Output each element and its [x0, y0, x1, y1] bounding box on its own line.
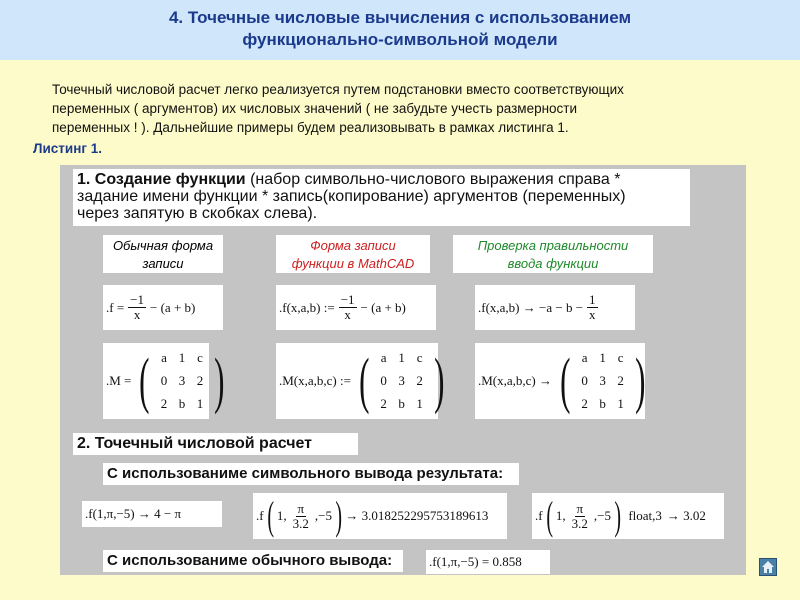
- matrix-cell: a: [581, 350, 588, 365]
- matrix-cell: 1: [617, 396, 624, 411]
- matrix-cell: 3: [599, 373, 606, 388]
- right-paren: ): [214, 347, 225, 415]
- right-paren: ): [614, 493, 622, 538]
- fraction-num: −1: [340, 292, 355, 307]
- calc3-result: → 3.02: [666, 508, 706, 523]
- matrix-cell: c: [416, 350, 423, 365]
- right-paren: ): [634, 347, 646, 415]
- calc-ordinary[interactable]: [426, 550, 550, 574]
- left-paren: (: [139, 347, 150, 415]
- matrix-cell: 2: [581, 396, 588, 411]
- matrix-cell: c: [617, 350, 624, 365]
- calc3-args-b: ,−5: [593, 508, 612, 523]
- matrix: [354, 347, 449, 415]
- fraction-den: 3.2: [571, 515, 588, 531]
- slide-title-line2: функционально-символьной модели: [242, 30, 558, 49]
- left-paren: (: [545, 493, 553, 538]
- f-def-ordinary[interactable]: [103, 285, 223, 330]
- label-mathcad[interactable]: [276, 235, 430, 273]
- calc2-args-b: ,−5: [314, 508, 333, 523]
- matrix-cell: b: [178, 396, 186, 411]
- fraction: [291, 502, 311, 531]
- matrix-cell: 1: [178, 350, 186, 365]
- intro-line3: переменных ! ). Дальнейшие примеры будем реализовывать в рамках листинга 1.: [52, 120, 569, 135]
- fraction: [339, 293, 357, 322]
- m-def-ordinary[interactable]: [103, 343, 225, 419]
- fraction-num: 1: [589, 292, 596, 307]
- fraction-num: −1: [130, 292, 145, 307]
- matrix-cell: b: [599, 396, 606, 411]
- label-check[interactable]: [453, 235, 653, 273]
- mathcad-worksheet: [60, 165, 746, 575]
- calc-symbolic-3[interactable]: [532, 493, 724, 539]
- calc-symbolic-2[interactable]: [253, 493, 507, 539]
- left-paren: (: [359, 347, 370, 415]
- f-def-mathcad-tail: − (a + b): [360, 299, 406, 315]
- calc2-result: → 3.018252295753189613: [345, 508, 489, 523]
- intro-paragraph: [52, 80, 752, 137]
- m-def-ordinary-lhs: .M =: [106, 373, 132, 388]
- section1-line2: задание имени функции * запись(копирование) аргументов (переменных): [77, 188, 626, 205]
- home-icon[interactable]: [759, 558, 777, 576]
- matrix-cell: 1: [398, 350, 405, 365]
- f-def-mathcad[interactable]: [276, 285, 436, 330]
- matrix-cell: 0: [160, 373, 168, 388]
- fraction-den: x: [589, 307, 596, 322]
- m-def-mathcad[interactable]: [276, 343, 445, 419]
- fraction-den: x: [344, 307, 351, 322]
- calc3-args-a: 1,: [555, 508, 566, 523]
- matrix-cell: 3: [178, 373, 186, 388]
- matrix-cell: 3: [398, 373, 405, 388]
- matrix-cell: 0: [581, 373, 588, 388]
- calc2-prefix: .f: [256, 508, 264, 523]
- section1-heading-rest: (набор символьно-числового выражения справа *: [245, 171, 621, 188]
- intro-line2: переменных ( аргументов) их числовых значений ( не забудьте учесть размерности: [52, 101, 578, 116]
- fraction-den: x: [133, 307, 141, 322]
- section1-line3: через запятую в скобках слева).: [77, 205, 318, 222]
- slide-title-line1: 4. Точечные числовые вычисления с использованием: [168, 8, 632, 27]
- matrix-cell: 2: [416, 373, 423, 388]
- label-check-line2: ввода функции: [507, 256, 599, 271]
- left-paren: (: [560, 347, 571, 415]
- matrix-cell: 2: [160, 396, 168, 411]
- m-def-mathcad-lhs: .M(x,a,b,c) :=: [279, 373, 351, 388]
- calc2-args-a: 1,: [276, 508, 287, 523]
- label-check-line1: Проверка правильности: [477, 238, 629, 253]
- matrix-cell: 2: [196, 373, 204, 388]
- matrix-cell: 2: [617, 373, 624, 388]
- matrix-cell: a: [161, 350, 167, 365]
- fraction-num: π: [297, 500, 305, 516]
- section2-heading[interactable]: 2. Точечный числовой расчет: [73, 433, 358, 455]
- f-def-ordinary-tail: − (a + b): [150, 299, 196, 315]
- matrix-grid: [375, 350, 429, 412]
- label-ordinary-line1: Обычная форма: [112, 238, 214, 253]
- calc-symbolic-1[interactable]: [82, 501, 222, 527]
- fraction: [128, 293, 146, 322]
- f-def-mathcad-lhs: .f(x,a,b) :=: [279, 299, 335, 315]
- calc1-expr: .f(1,π,−5) → 4 − π: [85, 506, 182, 521]
- slide-title: [0, 0, 800, 60]
- calc-ordinary-expr: .f(1,π,−5) = 0.858: [429, 554, 522, 569]
- label-ordinary[interactable]: [103, 235, 223, 273]
- matrix: [134, 347, 229, 415]
- m-def-check-lhs: .M(x,a,b,c) →: [478, 373, 553, 388]
- section1-heading-bold: 1. Создание функции: [77, 171, 246, 188]
- calc3-prefix: .f: [535, 508, 543, 523]
- matrix-cell: c: [197, 350, 203, 365]
- fraction-num: π: [576, 500, 584, 516]
- left-paren: (: [266, 493, 274, 538]
- matrix-cell: 1: [196, 396, 204, 411]
- calc3-float: float,3: [628, 508, 662, 523]
- matrix: [555, 347, 650, 415]
- matrix-cell: 2: [380, 396, 387, 411]
- listing-label: Листинг 1.: [33, 141, 102, 156]
- label-mathcad-line1: Форма записи: [310, 238, 396, 253]
- intro-line1: Точечный числовой расчет легко реализуется путем подстановки вместо соответствующих: [52, 82, 624, 97]
- right-paren: ): [335, 493, 343, 538]
- matrix-cell: 1: [416, 396, 423, 411]
- right-paren: ): [433, 347, 445, 415]
- symbolic-heading[interactable]: С использованиме символьного вывода результата:: [103, 463, 519, 485]
- f-def-ordinary-lhs: .f =: [106, 299, 125, 315]
- fraction-den: 3.2: [292, 515, 309, 531]
- matrix-cell: 1: [599, 350, 606, 365]
- f-def-check[interactable]: [475, 285, 635, 330]
- f-def-check-lhs: .f(x,a,b) → −a − b −: [478, 299, 584, 315]
- label-ordinary-line2: записи: [142, 256, 184, 271]
- home-icon-glyph: [760, 559, 776, 575]
- fraction: [587, 293, 598, 322]
- label-mathcad-line2: функции в MathCAD: [291, 256, 415, 271]
- matrix-grid: [155, 350, 209, 412]
- m-def-check[interactable]: [475, 343, 645, 419]
- section1-heading[interactable]: [73, 169, 690, 226]
- matrix-cell: b: [398, 396, 405, 411]
- matrix-cell: a: [380, 350, 387, 365]
- fraction: [570, 502, 590, 531]
- matrix-cell: 0: [380, 373, 387, 388]
- matrix-grid: [576, 350, 630, 412]
- ordinary-heading[interactable]: С использованиме обычного вывода:: [103, 550, 403, 572]
